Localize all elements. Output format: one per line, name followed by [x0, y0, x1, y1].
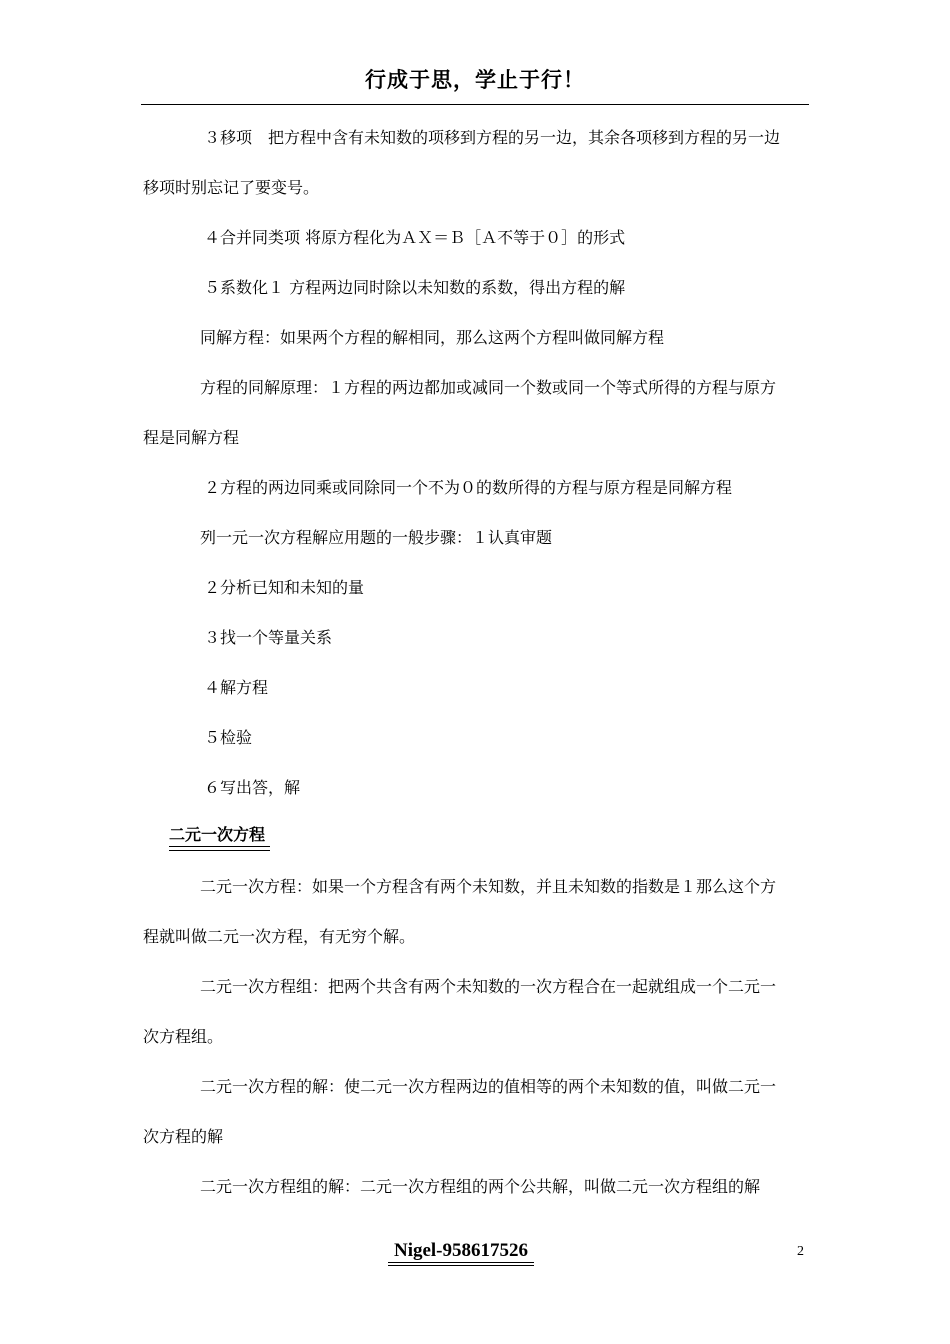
text-line-step3: ３移项 把方程中含有未知数的项移到方程的另一边，其余各项移到方程的另一边 [204, 128, 781, 147]
footer-text: Nigel-958617526 [393, 1240, 529, 1261]
text-line-step5: ５系数化１ 方程两边同时除以未知数的系数，得出方程的解 [204, 278, 626, 297]
text-line-principle-2: ２方程的两边同乘或同除同一个不为０的数所得的方程与原方程是同解方程 [204, 478, 733, 497]
page-number: 2 [797, 1244, 804, 1259]
text-line-def-system: 二元一次方程组：把两个共含有两个未知数的一次方程合在一起就组成一个二元一 [200, 977, 777, 996]
footer-underline [388, 1262, 534, 1263]
section-heading-underline [169, 850, 270, 851]
text-line-def-solution-cont: 次方程的解 [143, 1127, 224, 1146]
text-line-same-solution: 同解方程：如果两个方程的解相同，那么这两个方程叫做同解方程 [200, 328, 665, 347]
header-title: 行成于思，学止于行！ [365, 68, 585, 92]
text-line-steps-4: ４解方程 [204, 678, 269, 697]
text-line-principle-cont: 程是同解方程 [143, 428, 240, 447]
text-line-def-system-cont: 次方程组。 [143, 1027, 224, 1046]
footer-underline [388, 1265, 534, 1266]
text-line-steps-2: ２分析已知和未知的量 [204, 578, 365, 597]
section-heading: 二元一次方程 [169, 825, 266, 844]
section-heading-underline [169, 846, 270, 847]
text-line-steps-5: ５检验 [204, 728, 253, 747]
text-line-def-system-solution: 二元一次方程组的解：二元一次方程组的两个公共解，叫做二元一次方程组的解 [200, 1177, 761, 1196]
text-line-step4: ４合并同类项 将原方程化为ＡＸ＝Ｂ［Ａ不等于０］的形式 [204, 228, 626, 247]
text-line-principle: 方程的同解原理：１方程的两边都加或减同一个数或同一个等式所得的方程与原方 [200, 378, 777, 397]
text-line-steps-6: ６写出答，解 [204, 778, 301, 797]
text-line-step3-cont: 移项时别忘记了要变号。 [143, 178, 320, 197]
text-line-def-equation-cont: 程就叫做二元一次方程，有无穷个解。 [143, 927, 416, 946]
text-line-def-equation: 二元一次方程：如果一个方程含有两个未知数，并且未知数的指数是１那么这个方 [200, 877, 777, 896]
text-line-steps-intro: 列一元一次方程解应用题的一般步骤：１认真审题 [200, 528, 553, 547]
text-line-steps-3: ３找一个等量关系 [204, 628, 333, 647]
header-divider [141, 104, 809, 105]
text-line-def-solution: 二元一次方程的解：使二元一次方程两边的值相等的两个未知数的值，叫做二元一 [200, 1077, 777, 1096]
